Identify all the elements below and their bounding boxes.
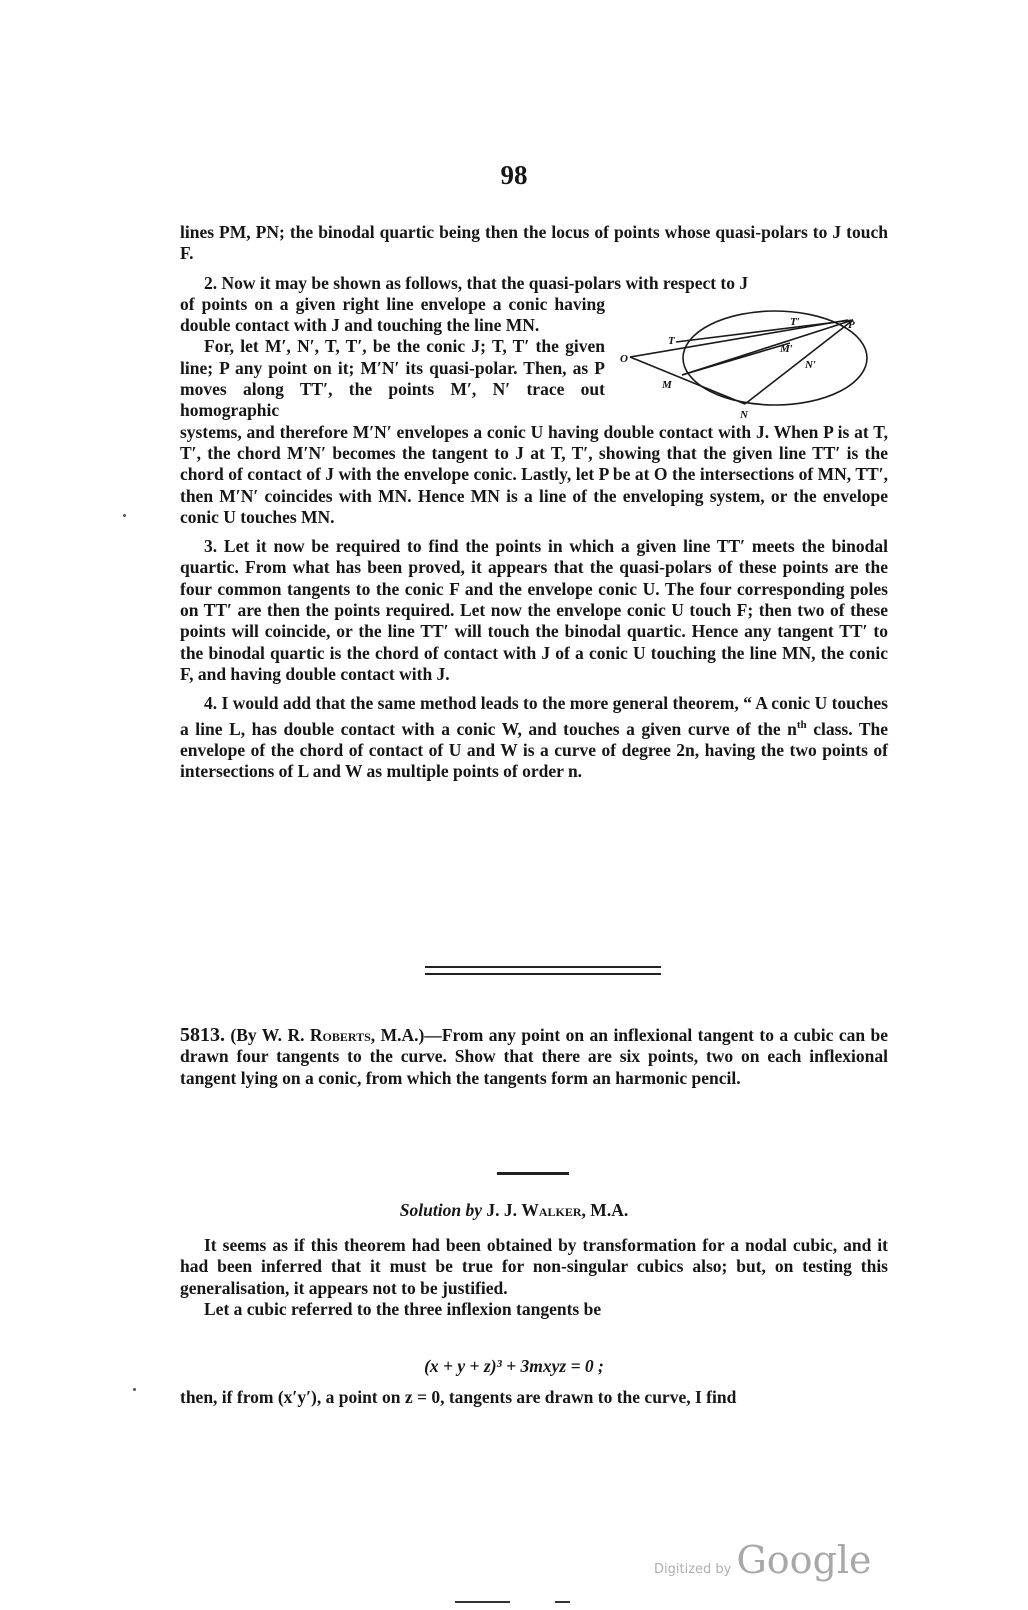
question-author-close: , M.A.)— [370,1025,442,1045]
section-4-paragraph [180,693,888,782]
question-paragraph [180,1025,888,1089]
page-number: 98 [500,160,528,190]
main-text-top [180,222,888,790]
cubic-equation [0,1356,1028,1377]
solution-paragraph-2: Let a cubic referred to the three inflexion tangents be [204,1298,602,1319]
question-block [180,1025,888,1097]
solution-heading [0,1200,1028,1221]
figure-label-m-prime: M′ [780,343,793,355]
section-2-first-line: 2. Now it may be shown as follows, that the quasi-polars with respect to J [204,272,749,293]
section-4-superscript: th [796,718,807,731]
continuation-paragraph: lines PM, PN; the binodal quartic being then the locus of points whose quasi-polars to J touch F. [180,222,888,264]
solution-author-name: Walker [521,1200,582,1220]
question-number: 5813. [180,1024,225,1046]
digitization-watermark [654,1538,874,1582]
solution-author-a: J. J. [481,1200,522,1220]
figure-label-t: T [668,335,675,347]
figure-label-o: O [620,353,628,365]
section-divider-short-rule [497,1172,569,1175]
solution-author-b: , M.A. [581,1200,629,1220]
solution-continued [180,1387,888,1416]
solution-paragraph-3: then, if from (x′y′), a point on z = 0, tangents are drawn to the curve, I find [180,1387,737,1407]
solution-body [180,1235,888,1328]
section-2-rest: systems, and therefore M′N′ envelopes a conic U having double contact with J. When P is at T, T′, the chord M′N′ becomes the tangent to J at T, T′, showing that the given line TT′ is the chord of contact of J with the envelope conic. Lastly, let P be at O the intersections of MN, TT′, then M′N′ coincides with MN. Hence MN is a line of the enveloping system, or the envelope conic U touches MN. [180,421,888,527]
section-4-text-a: 4. I would add that the same method leads to the more general theorem, “ A conic U touches a line L, has double contact with a conic W, and touches a given curve of the n [180,693,888,739]
section-2-wrapped: of points on a given right line envelope a conic having double contact with J and touching the line MN. [180,293,605,336]
solution-paragraph-1: It seems as if this theorem had been obtained by transformation for a nodal cubic, and it had been inferred that it must be true for non-singular cubics also; but, on testing this generalisation, it appears not to be justified. [180,1235,888,1298]
question-text: From any point on an inflexional tangent to a cubic can be drawn four tangents to the curve. Show that there are six points, two on each inflexional tangent lying on a conic, from which the tangents form an harmonic pencil. [180,1025,889,1088]
figure-label-n-prime: N′ [805,359,817,371]
section-3-paragraph: 3. Let it now be required to find the points in which a given line TT′ meets the binodal quartic. From what has been proved, it appears that the quasi-polars of these points are the four common tangents to the conic F and the envelope conic U. The four corresponding poles on TT′ are then the points required. Let now the envelope conic U touch F; then two of these points will coincide, or the line TT′ will touch the binodal quartic. Hence any tangent TT′ to the binodal quartic is the chord of contact with J of a conic U touching the line MN, the conic F, and having double contact with J. [180,536,888,684]
solution-label: Solution by [399,1200,482,1220]
margin-dot-upper [123,514,126,517]
question-author-open: (By W. R. [230,1025,310,1045]
section-divider-double-rule [425,966,661,975]
question-author-name: Roberts [309,1025,371,1045]
margin-dot-lower [133,1388,136,1391]
google-logo: Google [736,1538,872,1582]
figure-label-t-prime: T′ [790,316,800,328]
section-4-text-b: class. The envelope of the chord of contact of U and W is a curve of degree 2n, having the two points of intersections of L and W as multiple points of order n. [180,718,888,781]
section-2-wrapped-2: For, let M′, N′, T, T′, be the conic J; T, T′ the given line; P any point on it; M′N′ its quasi-polar. Then, as P moves along TT′, the points M′, N′ trace out homographic [180,336,605,421]
bottom-edge-marks [455,1601,595,1603]
figure-label-m: M [662,379,672,391]
figure-label-p: P [848,319,855,331]
cubic-equation-text: (x + y + z)³ + 3mxyz = 0 ; [424,1356,604,1376]
figure-label-n: N [740,409,748,421]
watermark-prefix: Digitized by [654,1562,732,1577]
conic-figure [620,310,895,438]
